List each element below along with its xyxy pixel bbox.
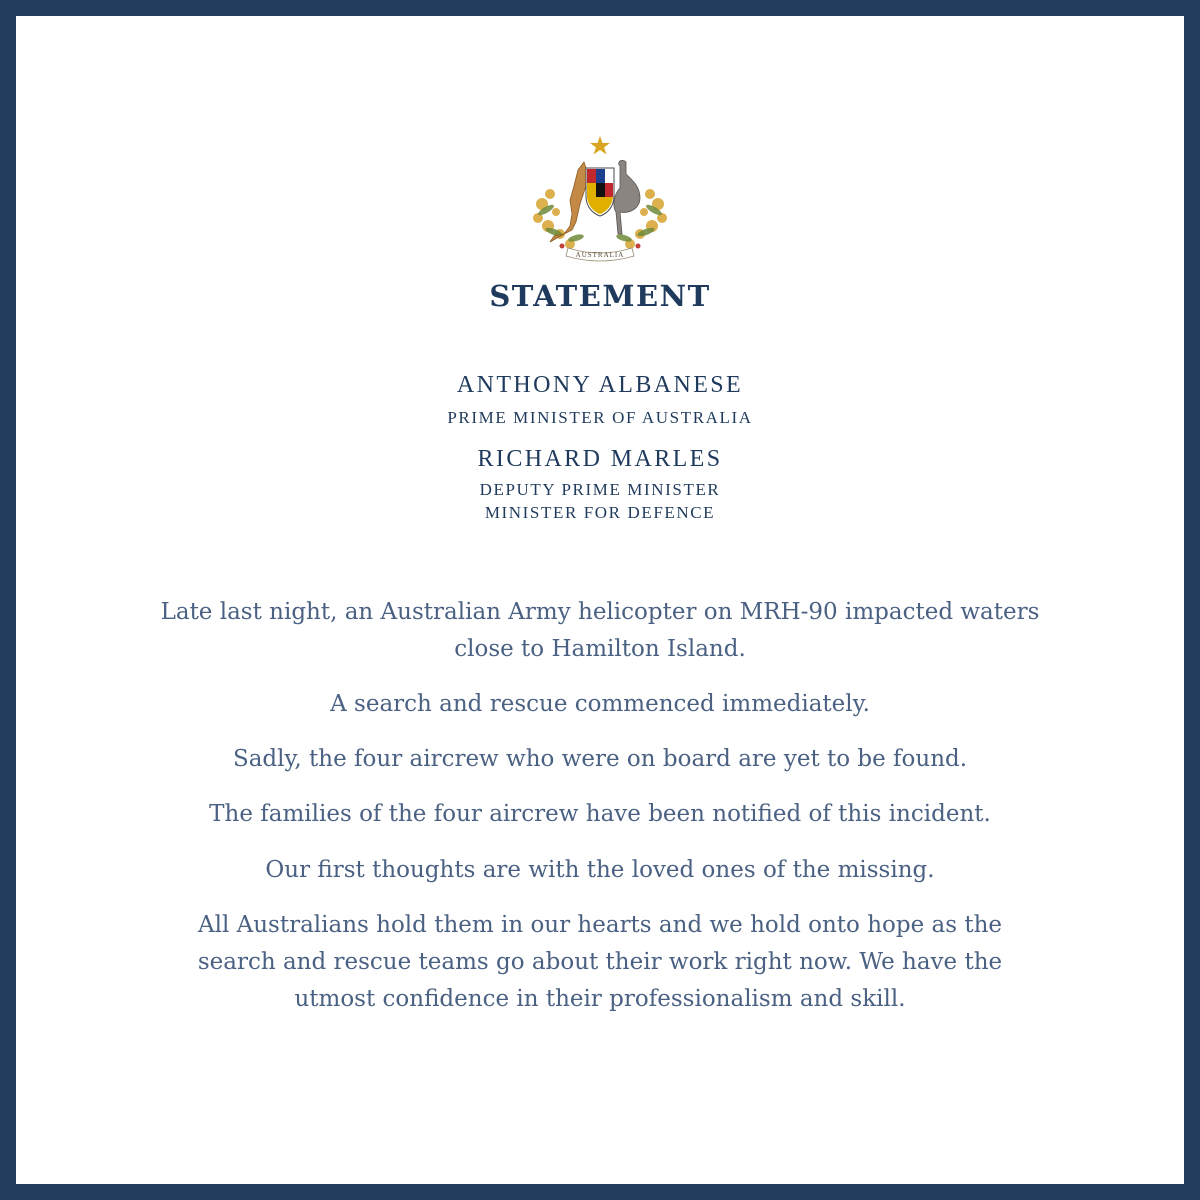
statement-paragraph: A search and rescue commenced immediately.	[330, 691, 870, 717]
signatory-name: RICHARD MARLES	[477, 446, 723, 472]
signatory-role: DEPUTY PRIME MINISTER	[479, 480, 721, 499]
signatory-role: MINISTER FOR DEFENCE	[484, 503, 716, 522]
statement-paragraph: Late last night, an Australian Army helicopter on MRH-90 impacted waters close to Hamilton Island.	[160, 599, 1040, 662]
statement-page	[16, 16, 1184, 1184]
statement-paragraph: The families of the four aircrew have been notified of this incident.	[209, 801, 991, 827]
statement-paragraph: Our first thoughts are with the loved ones of the missing.	[265, 857, 935, 883]
page-title: STATEMENT	[489, 279, 711, 313]
statement-paragraph: All Australians hold them in our hearts and we hold onto hope as the search and rescue teams go about their work right now. We have the utmost confidence in their professionalism and skill.	[197, 912, 1003, 1012]
statement-paragraph: Sadly, the four aircrew who were on board are yet to be found.	[232, 746, 968, 772]
signatory-role: PRIME MINISTER OF AUSTRALIA	[447, 408, 753, 427]
svg-text:AUSTRALIA: AUSTRALIA	[575, 251, 625, 259]
signatory-name: ANTHONY ALBANESE	[456, 372, 744, 398]
australian-coat-of-arms-icon	[520, 134, 680, 274]
